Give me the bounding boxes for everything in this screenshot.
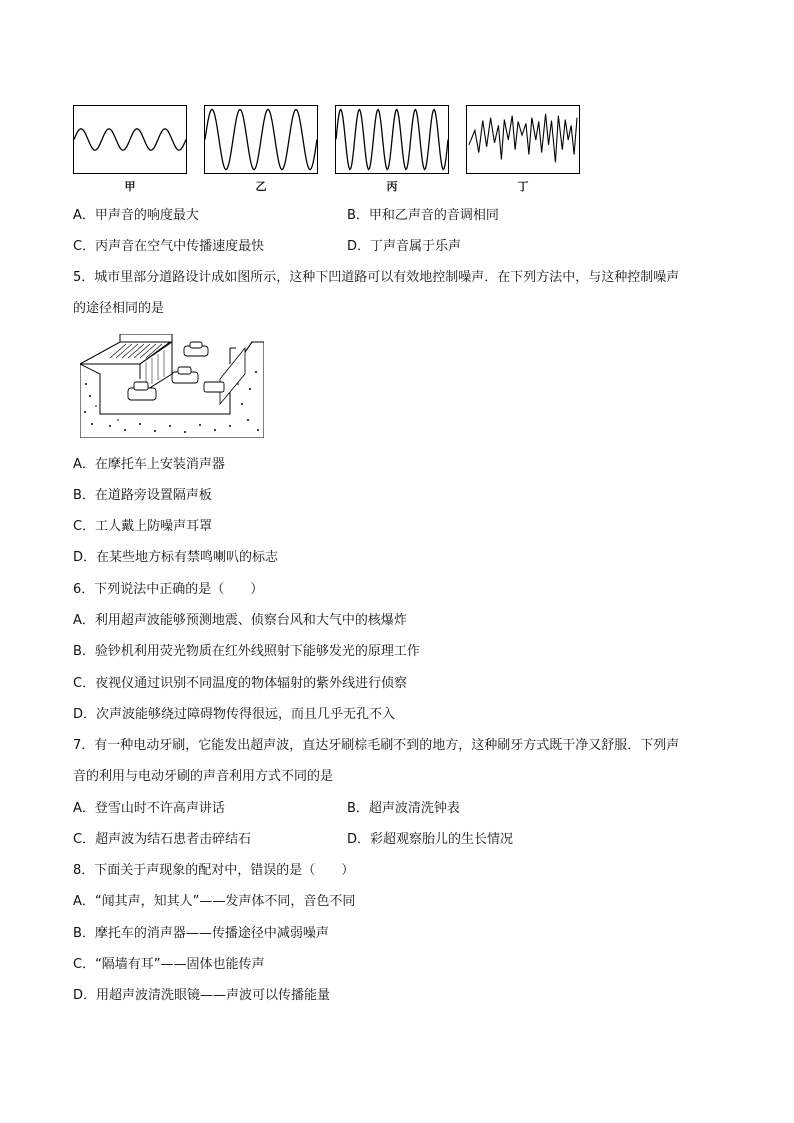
waveform-label-bing: 丙 bbox=[386, 180, 398, 193]
q7-option-d: D．彩超观察胎儿的生长情况 bbox=[347, 832, 514, 847]
q6-option-b: B．验钞机利用荧光物质在红外线照射下能够发光的原理工作 bbox=[73, 644, 420, 659]
q4-option-a: A．甲声音的响度最大 bbox=[73, 208, 199, 223]
q8-option-d: D．用超声波清洗眼镜——声波可以传播能量 bbox=[73, 988, 331, 1003]
waveform-bing bbox=[335, 105, 449, 174]
q8-stem: 8．下面关于声现象的配对中，错误的是（ ） bbox=[73, 863, 355, 878]
q7-option-a: A．登雪山时不许高声讲话 bbox=[73, 801, 225, 816]
q5-option-a: A．在摩托车上安装消声器 bbox=[73, 457, 225, 472]
waveform-label-yi: 乙 bbox=[255, 180, 267, 193]
q6-option-c: C．夜视仪通过识别不同温度的物体辐射的紫外线进行侦察 bbox=[73, 676, 408, 691]
waveform-label-ding: 丁 bbox=[517, 180, 529, 193]
q6-stem: 6．下列说法中正确的是（ ） bbox=[73, 582, 264, 597]
waveform-jia bbox=[73, 105, 187, 174]
q5-option-d: D．在某些地方标有禁鸣喇叭的标志 bbox=[73, 550, 279, 565]
q7-option-b: B．超声波清洗钟表 bbox=[347, 801, 460, 816]
q7-stem-line2: 音的利用与电动牙刷的声音利用方式不同的是 bbox=[73, 769, 334, 784]
sunken-road-figure bbox=[80, 334, 264, 438]
q6-option-d: D．次声波能够绕过障碍物传得很远，而且几乎无孔不入 bbox=[73, 707, 396, 722]
waveform-yi bbox=[204, 105, 318, 174]
q5-option-b: B．在道路旁设置隔声板 bbox=[73, 488, 212, 503]
q8-option-c: C．“隔墙有耳”——固体也能传声 bbox=[73, 957, 265, 972]
q5-stem-line2: 的途径相同的是 bbox=[73, 301, 165, 316]
q7-option-c: C．超声波为结石患者击碎结石 bbox=[73, 832, 252, 847]
waveform-label-jia: 甲 bbox=[124, 180, 136, 193]
q4-option-c: C．丙声音在空气中传播速度最快 bbox=[73, 239, 265, 254]
q8-option-a: A．“闻其声，知其人”——发声体不同，音色不同 bbox=[73, 894, 356, 909]
waveform-ding bbox=[466, 105, 580, 174]
q4-option-b: B．甲和乙声音的音调相同 bbox=[347, 208, 499, 223]
q4-option-d: D．丁声音属于乐声 bbox=[347, 239, 462, 254]
q8-option-b: B．摩托车的消声器——传播途径中减弱噪声 bbox=[73, 926, 329, 941]
q5-stem-line1: 5．城市里部分道路设计成如图所示，这种下凹道路可以有效地控制噪声．在下列方法中，与这种控制噪声 bbox=[73, 270, 680, 285]
q7-stem-line1: 7．有一种电动牙刷，它能发出超声波，直达牙刷棕毛刷不到的地方，这种刷牙方式既干净又舒服．下列声 bbox=[73, 738, 680, 753]
q6-option-a: A．利用超声波能够预测地震、侦察台风和大气中的核爆炸 bbox=[73, 613, 407, 628]
q5-option-c: C．工人戴上防噪声耳罩 bbox=[73, 519, 213, 534]
